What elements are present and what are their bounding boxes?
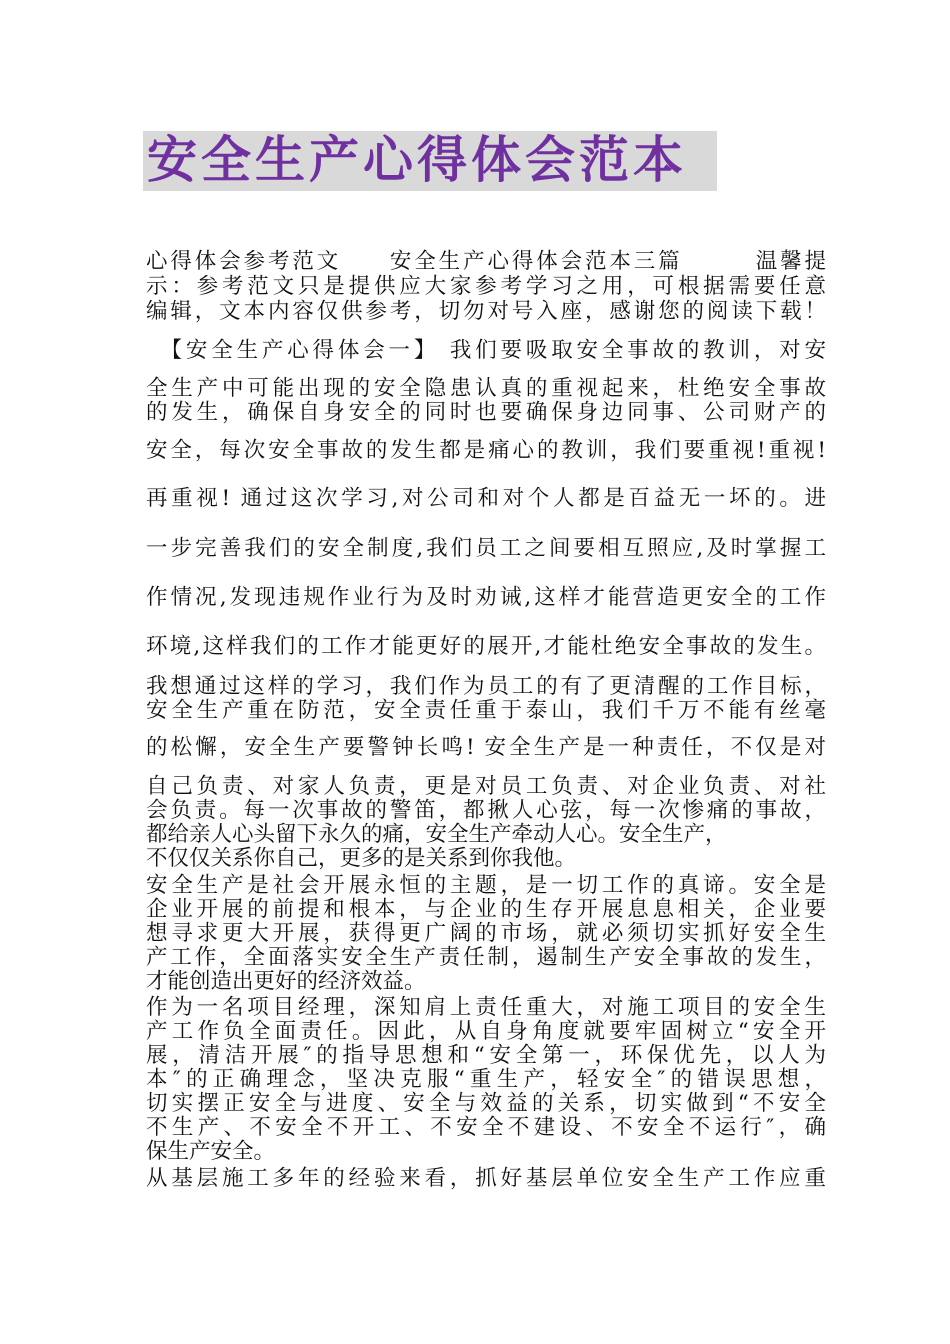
text-line: 自己负责、对家人负责，更是对员工负责、对企业负责、对社 xyxy=(146,774,826,799)
text-line: 全生产中可能出现的安全隐患认真的重视起来，杜绝安全事故 xyxy=(146,376,826,401)
text-line: 心得体会参考范文 安全生产心得体会范本三篇 温馨提 xyxy=(146,249,826,274)
text-line: 才能创造出更好的经济效益。 xyxy=(146,969,426,994)
text-line: 一步完善我们的安全制度,我们员工之间要相互照应,及时掌握工 xyxy=(146,536,826,561)
text-line: 的发生，确保自身安全的同时也要确保身边同事、公司财产的 xyxy=(146,400,826,425)
text-line: 的松懈，安全生产要警钟长鸣! 安全生产是一种责任，不仅是对 xyxy=(146,735,826,760)
text-line: 不生产、不安全不开工、不安全不建设、不安全不运行″，确 xyxy=(146,1115,826,1140)
text-line: 示：参考范文只是提供应大家参考学习之用，可根据需要任意 xyxy=(146,274,826,299)
text-line: 我想通过这样的学习，我们作为员工的有了更清醒的工作目标， xyxy=(146,674,826,699)
text-line: 编辑，文本内容仅供参考，切勿对号入座，感谢您的阅读下载！ xyxy=(146,299,826,324)
text-line: 本″的正确理念，坚决克服“重生产，轻安全″的错误思想， xyxy=(146,1067,826,1092)
text-line: 展，清洁开展″的指导思想和“安全第一，环保优先，以人为 xyxy=(146,1043,826,1068)
text-line: 安全，每次安全事故的发生都是痛心的教训，我们要重视!重视! xyxy=(146,438,826,463)
text-line: 切实摆正安全与进度、安全与效益的关系，切实做到“不安全 xyxy=(146,1091,826,1116)
text-line: 产工作负全面责任。因此，从自身角度就要牢固树立“安全开 xyxy=(146,1019,826,1044)
page-title: 安全生产心得体会范本 xyxy=(147,131,687,189)
text-line: 企业开展的前提和根本，与企业的生存开展息息相关，企业要 xyxy=(146,897,826,922)
text-line: 从基层施工多年的经验来看，抓好基层单位安全生产工作应重 xyxy=(146,1166,826,1191)
text-line: 不仅仅关系你自己，更多的是关系到你我他。 xyxy=(146,846,577,871)
text-line: 作为一名项目经理，深知肩上责任重大，对施工项目的安全生 xyxy=(146,995,826,1020)
text-line: 环境,这样我们的工作才能更好的展开,才能杜绝安全事故的发生。 xyxy=(146,634,826,659)
text-line: 想寻求更大开展，获得更广阔的市场，就必须切实抓好安全生 xyxy=(146,921,826,946)
text-line: 再重视! 通过这次学习,对公司和对个人都是百益无一坏的。进 xyxy=(146,486,826,511)
text-line: 都给亲人心头留下永久的痛，安全生产牵动人心。安全生产， xyxy=(146,822,727,847)
text-line: 保生产安全。 xyxy=(146,1139,276,1164)
text-line: 安全生产是社会开展永恒的主题，是一切工作的真谛。安全是 xyxy=(146,873,826,898)
text-line: 【安全生产心得体会一】 我们要吸取安全事故的教训，对安 xyxy=(146,338,826,363)
text-line: 产工作，全面落实安全生产责任制，遏制生产安全事故的发生， xyxy=(146,945,826,970)
text-line: 会负责。每一次事故的警笛，都揪人心弦，每一次惨痛的事故， xyxy=(146,798,826,823)
text-line: 作情况,发现违规作业行为及时劝诫,这样才能营造更安全的工作 xyxy=(146,585,826,610)
text-line: 安全生产重在防范，安全责任重于泰山，我们千万不能有丝毫 xyxy=(146,698,826,723)
